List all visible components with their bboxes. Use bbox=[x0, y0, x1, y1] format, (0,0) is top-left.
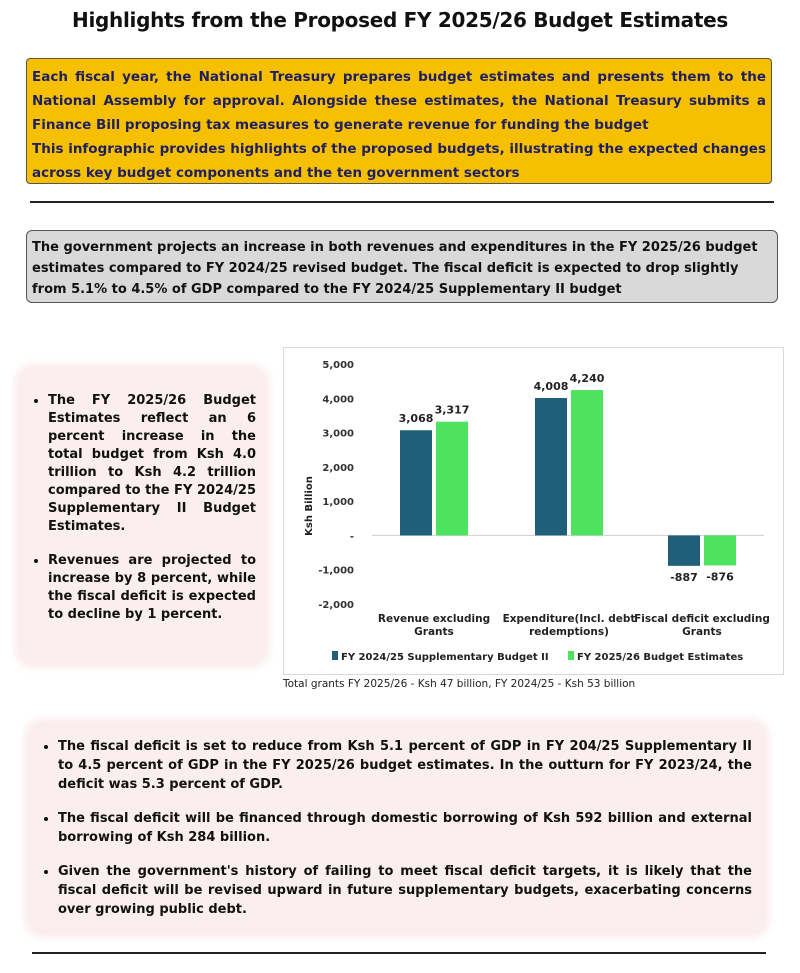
data-label: -887 bbox=[670, 570, 698, 584]
bottom-bullet-list bbox=[34, 737, 752, 919]
y-tick-label: -1,000 bbox=[318, 565, 354, 577]
grants-note: Total grants FY 2025/26 - Ksh 47 billion, FY 2024/25 - Ksh 53 billion bbox=[283, 678, 636, 690]
left-highlights-panel bbox=[18, 368, 266, 664]
y-tick-label: 1,000 bbox=[322, 497, 354, 509]
bar bbox=[704, 535, 736, 565]
legend-label: FY 2024/25 Supplementary Budget II bbox=[341, 652, 549, 663]
bar bbox=[400, 430, 432, 535]
x-tick-label: redemptions) bbox=[529, 626, 609, 638]
y-tick-label: - bbox=[349, 531, 354, 543]
budget-chart bbox=[283, 347, 784, 675]
x-tick-label: Revenue excluding bbox=[377, 613, 491, 625]
list-item: • The FY 2025/26 Budget Estimates reflect an 6 percent increase in the total budget from Ksh 4.0 trillion to Ksh 4.2 trillion compared to the FY 2024/25 Supplementary II Budget Estimates. bbox=[48, 392, 256, 536]
divider bbox=[30, 201, 774, 203]
data-label: 3,317 bbox=[434, 403, 470, 417]
intro-paragraph-2: This infographic provides highlights of the proposed budgets, illustrating the expected changes across key budget components and the ten government sectors bbox=[32, 141, 766, 181]
bar bbox=[535, 398, 567, 535]
y-axis-label: Ksh Billion bbox=[304, 476, 315, 536]
data-label: 4,240 bbox=[569, 372, 605, 386]
data-label: 3,068 bbox=[398, 412, 434, 426]
chart-canvas bbox=[284, 348, 785, 676]
legend-swatch bbox=[568, 651, 574, 660]
legend-swatch bbox=[332, 651, 338, 660]
intro-paragraph-1: Each fiscal year, the National Treasury prepares budget estimates and presents them to the National Assembly for approval. Alongside these estimates, the National Treasury submits a Finance Bill proposing tax measures to generate revenue for funding the budget bbox=[32, 69, 766, 133]
list-item: • Revenues are projected to increase by 8 percent, while the fiscal deficit is expected to decline by 1 percent. bbox=[48, 552, 256, 624]
deficit-highlights-panel bbox=[28, 722, 766, 934]
divider bbox=[32, 952, 766, 954]
x-tick-label: Fiscal deficit excluding bbox=[634, 613, 770, 625]
y-tick-label: -2,000 bbox=[318, 600, 354, 611]
x-tick-label: Grants bbox=[414, 626, 454, 638]
summary-box: The government projects an increase in both revenues and expenditures in the FY 2025/26 budget estimates compared to FY 2024/25 revised budget. The fiscal deficit is expected to drop slightly from 5.1% to 4.5% of GDP compared to the FY 2024/25 Supplementary II budget bbox=[26, 230, 778, 303]
data-label: -876 bbox=[706, 570, 734, 584]
intro-box bbox=[26, 58, 772, 184]
left-bullet-list bbox=[26, 392, 256, 624]
bar bbox=[668, 535, 700, 565]
legend-label: FY 2025/26 Budget Estimates bbox=[577, 652, 744, 663]
y-tick-label: 5,000 bbox=[322, 360, 354, 371]
x-tick-label: Grants bbox=[682, 626, 722, 638]
data-label: 4,008 bbox=[533, 380, 569, 394]
y-tick-label: 3,000 bbox=[322, 428, 354, 440]
y-tick-label: 2,000 bbox=[322, 462, 354, 474]
x-tick-label: Expenditure(Incl. debt bbox=[502, 613, 636, 625]
bar bbox=[436, 422, 468, 536]
list-item: • Given the government's history of failing to meet fiscal deficit targets, it is likely that the fiscal deficit will be revised upward in future supplementary budgets, exacerbating concerns over growing public debt. bbox=[58, 862, 752, 919]
list-item: • The fiscal deficit is set to reduce from Ksh 5.1 percent of GDP in FY 204/25 Supplementary II to 4.5 percent of GDP in the FY 2025/26 budget estimates. In the outturn for FY 2023/24, the deficit was 5.3 percent of GDP. bbox=[58, 737, 752, 794]
y-tick-label: 4,000 bbox=[322, 394, 354, 406]
list-item: • The fiscal deficit will be financed through domestic borrowing of Ksh 592 billion and external borrowing of Ksh 284 billion. bbox=[58, 809, 752, 847]
bar bbox=[571, 390, 603, 535]
page-title: Highlights from the Proposed FY 2025/26 Budget Estimates bbox=[72, 8, 728, 32]
